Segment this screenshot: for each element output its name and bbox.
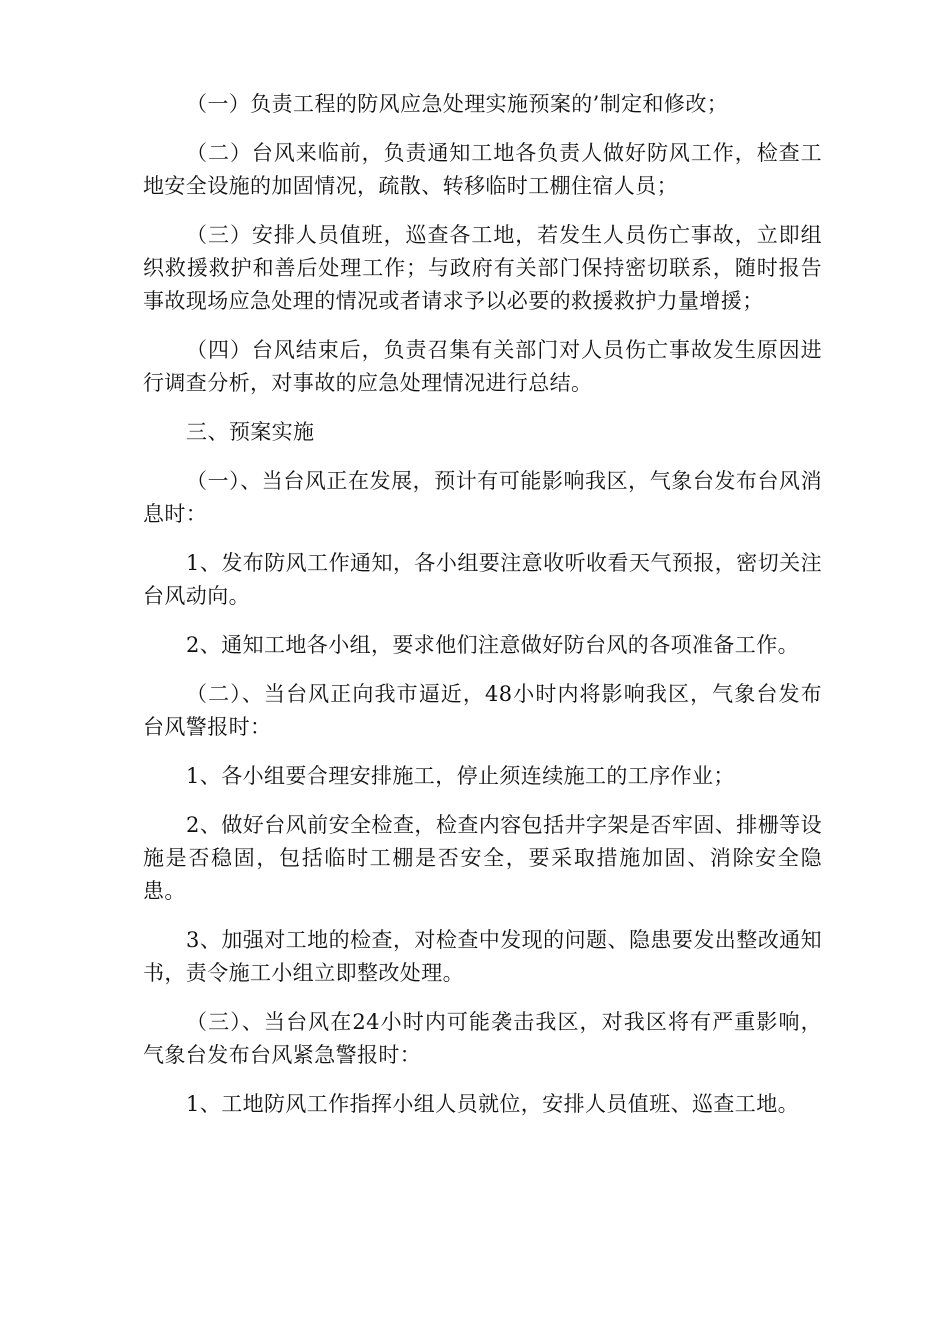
paragraph-duty-1: （一）负责工程的防风应急处理实施预案的’制定和修改； — [186, 92, 729, 116]
paragraph-stage-2-item-3: 3、加强对工地的检查，对检查中发现的问题、隐患要发出整改通知书，责令施工小组立即整改处理。 — [143, 928, 822, 985]
paragraph-duty-4: （四）台风结束后，负责召集有关部门对人员伤亡事故发生原因进行调查分析，对事故的应急处理情况进行总结。 — [143, 338, 822, 395]
paragraph-stage-1-item-2: 2、通知工地各小组，要求他们注意做好防台风的各项准备工作。 — [186, 633, 800, 657]
paragraph-stage-2-item-1: 1、各小组要合理安排施工，停止须连续施工的工序作业； — [186, 764, 735, 788]
section-heading-plan-implementation: 三、预案实施 — [186, 420, 315, 444]
paragraph-stage-3: （三）、当台风在24小时内可能袭击我区，对我区将有严重影响，气象台发布台风紧急警报时： — [143, 1010, 822, 1067]
paragraph-duty-2: （二）台风来临前，负责通知工地各负责人做好防风工作，检查工地安全设施的加固情况，疏散、转移临时工棚住宿人员； — [143, 141, 822, 198]
paragraph-duty-3: （三）安排人员值班，巡查各工地，若发生人员伤亡事故，立即组织救援救护和善后处理工作；与政府有关部门保持密切联系，随时报告事故现场应急处理的情况或者请求予以必要的救援救护力量增援； — [143, 223, 822, 313]
paragraph-stage-2: （二）、当台风正向我市逼近，48小时内将影响我区，气象台发布台风警报时： — [143, 682, 822, 739]
paragraph-stage-1-item-1: 1、发布防风工作通知，各小组要注意收听收看天气预报，密切关注台风动向。 — [143, 551, 822, 608]
paragraph-stage-3-item-1: 1、工地防风工作指挥小组人员就位，安排人员值班、巡查工地。 — [186, 1092, 800, 1116]
paragraph-stage-2-item-2: 2、做好台风前安全检查，检查内容包括井字架是否牢固、排栅等设施是否稳固，包括临时工棚是否安全，要采取措施加固、消除安全隐患。 — [143, 813, 822, 903]
paragraph-stage-1: （一）、当台风正在发展，预计有可能影响我区，气象台发布台风消息时： — [143, 469, 822, 526]
